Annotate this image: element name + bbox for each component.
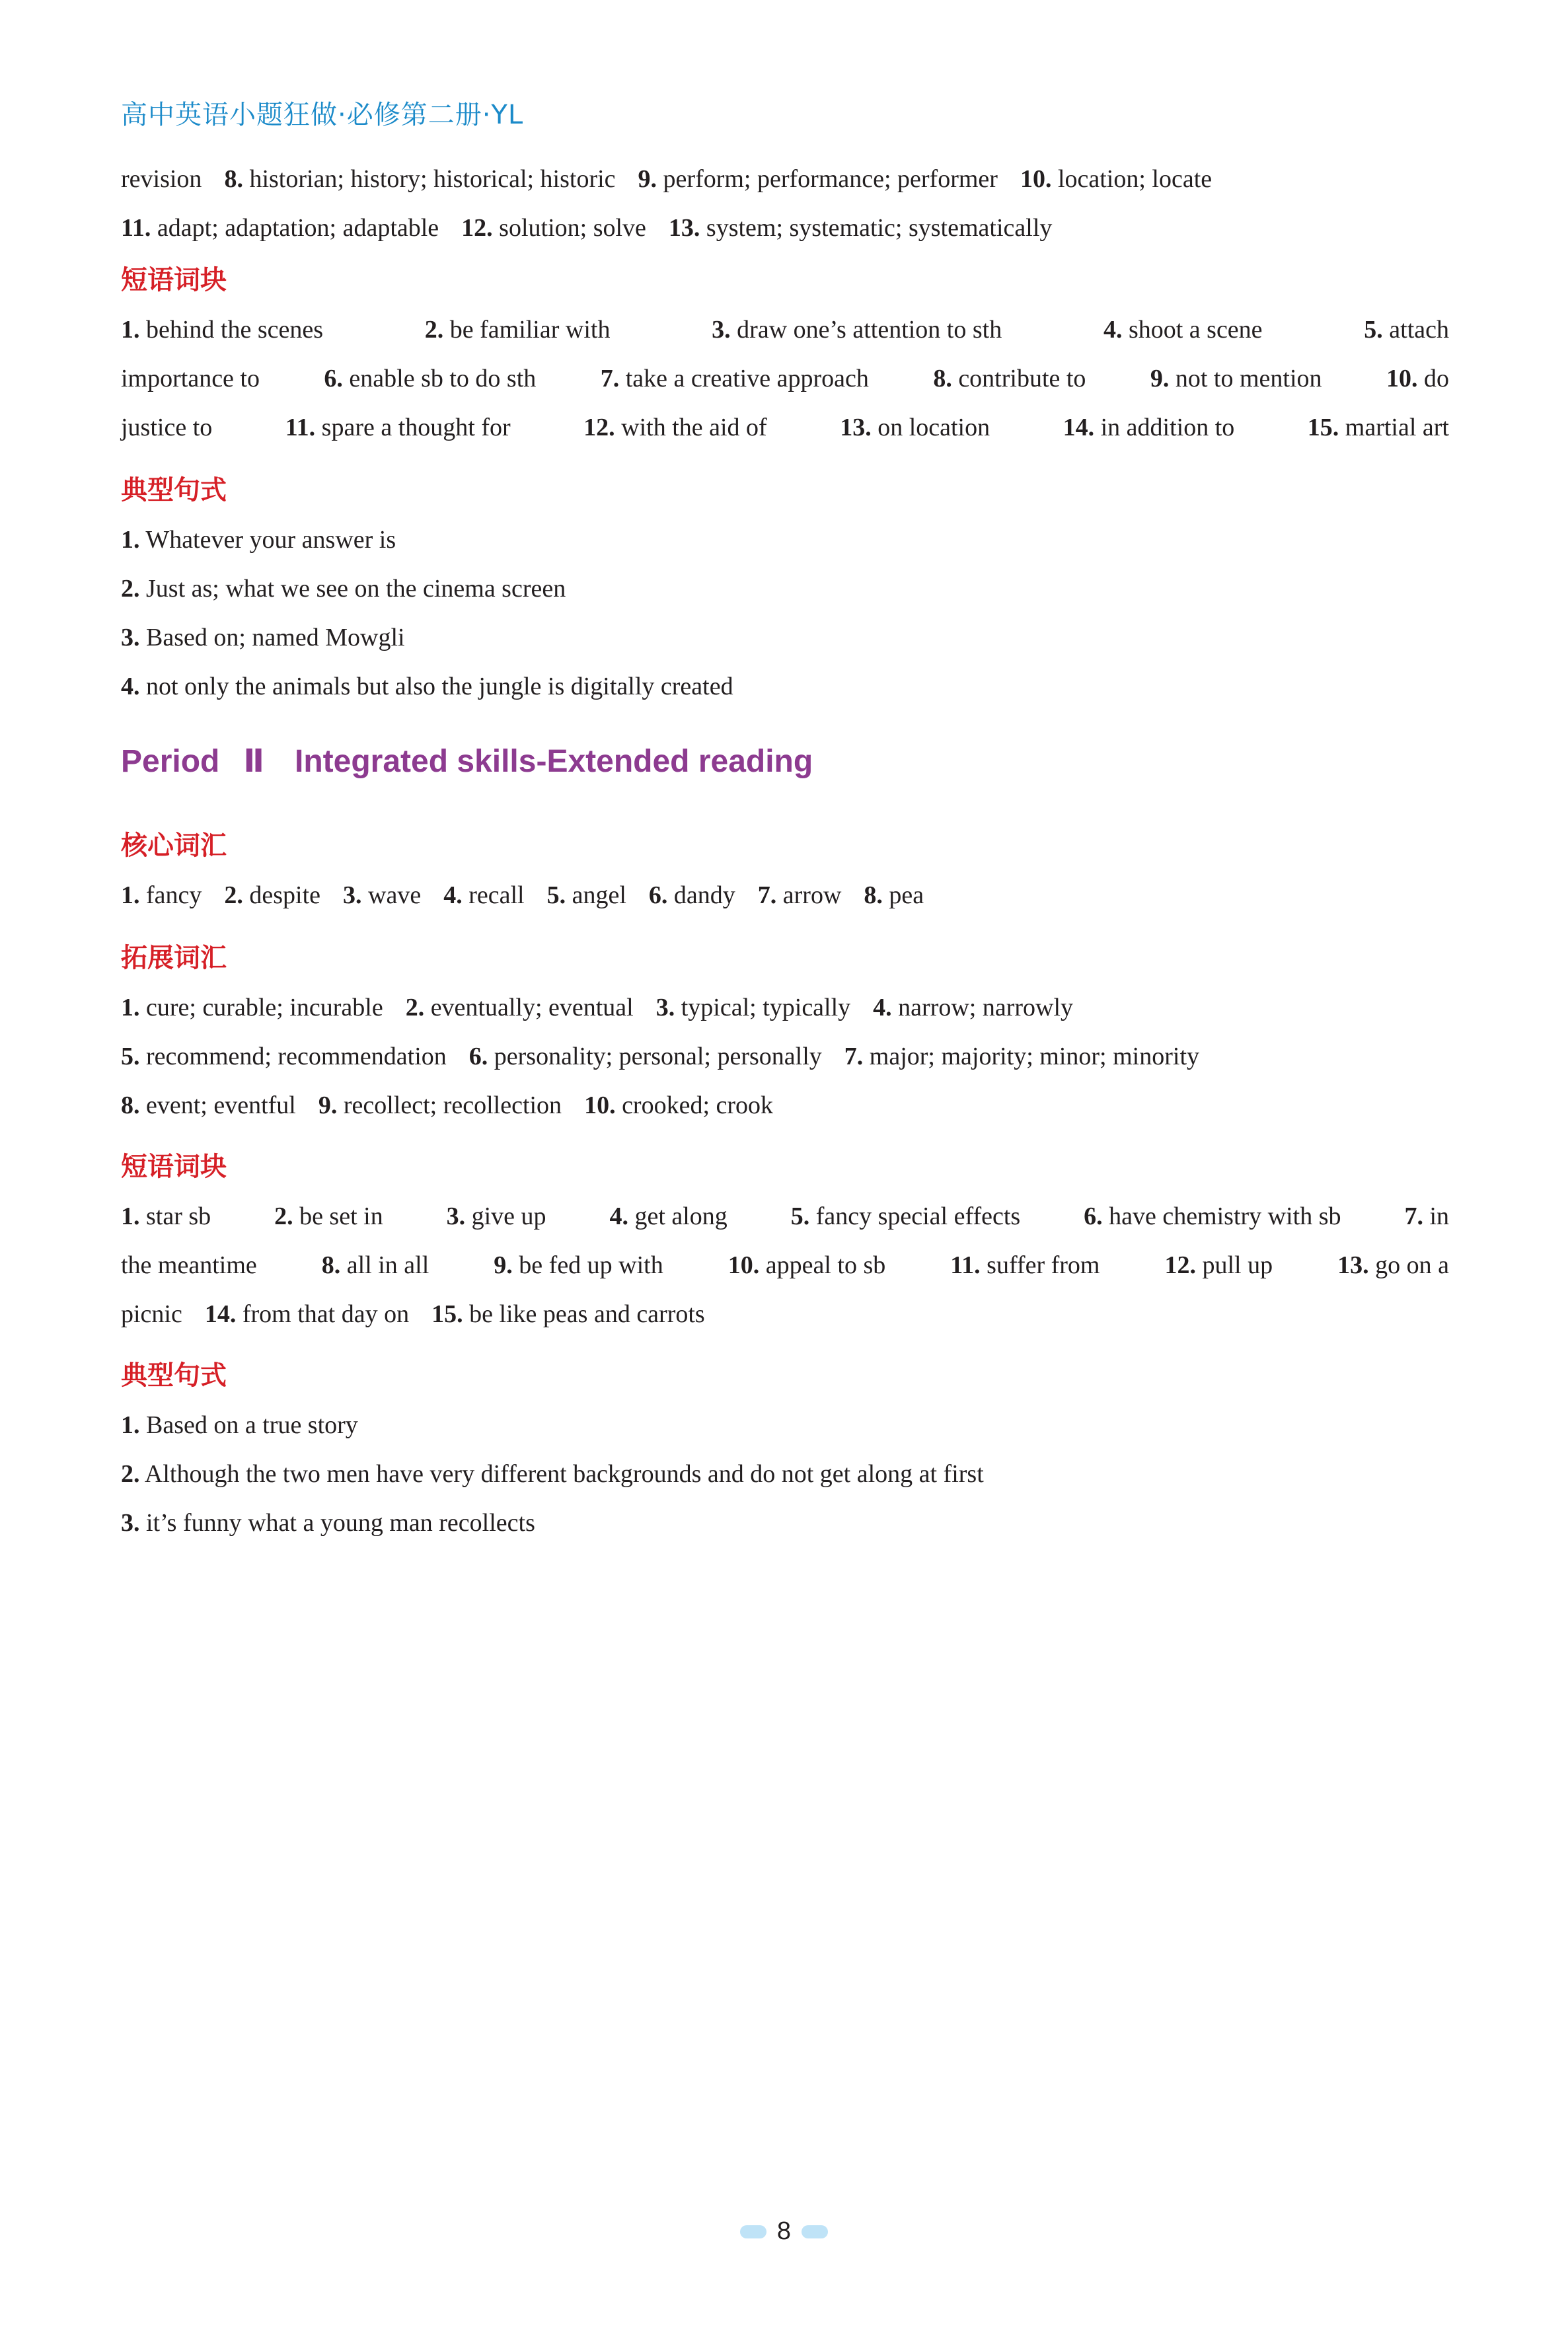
item-number: 5.: [790, 1202, 810, 1230]
item-number: 13.: [668, 214, 700, 242]
item-text: major; majority; minor; minority: [869, 1043, 1199, 1070]
sentence-list: [121, 1401, 1449, 1547]
item-text: draw one’s attention to sth: [737, 316, 1002, 344]
item-text: Based on; named Mowgli: [146, 624, 405, 651]
item-text: arrow: [782, 881, 842, 909]
item-text: not only the animals but also the jungle is digitally created: [146, 673, 733, 700]
answer-item: [343, 881, 421, 909]
period-numeral: Ⅱ: [243, 744, 264, 779]
answer-item: [638, 165, 998, 193]
vocab-continuation: [121, 155, 1449, 252]
item-number: 12.: [583, 414, 615, 441]
item-number: 10.: [1020, 165, 1052, 193]
section-title: 典型句式: [121, 475, 227, 505]
item-text: Whatever your answer is: [145, 526, 396, 554]
sentences-section-1: [121, 473, 1449, 711]
answer-item: [121, 1460, 984, 1488]
answer-item: [1386, 354, 1449, 403]
answer-item: [121, 354, 260, 403]
answer-item: [728, 1241, 886, 1290]
item-text: recollect; recollection: [343, 1091, 562, 1119]
answer-item: [1150, 354, 1322, 403]
item-number: 13.: [1337, 1251, 1369, 1279]
item-number: 4.: [873, 994, 892, 1021]
sentence-line: [121, 662, 1449, 711]
sentence-line: [121, 564, 1449, 613]
item-number: 15.: [1307, 414, 1339, 441]
item-text: pull up: [1202, 1251, 1273, 1279]
item-text: typical; typically: [681, 994, 851, 1021]
item-number: 3.: [343, 881, 362, 909]
item-text: appeal to sb: [765, 1251, 886, 1279]
item-number: 2.: [121, 575, 140, 603]
item-text: pea: [889, 881, 924, 909]
footer-ornament-left: [740, 2225, 766, 2238]
sentences-section-2: [121, 1358, 1449, 1547]
answer-item: [950, 1241, 1100, 1290]
answer-item: [840, 403, 990, 452]
answer-item: [121, 624, 405, 651]
item-text: all in all: [346, 1251, 429, 1279]
item-number: 3.: [655, 994, 675, 1021]
answer-item: [669, 214, 1052, 242]
extended-vocab-section: [121, 941, 1449, 1130]
answer-item: [447, 1192, 546, 1241]
answer-item: [121, 403, 212, 452]
item-text: fancy special effects: [815, 1202, 1021, 1230]
item-text: get along: [634, 1202, 728, 1230]
item-text: justice to: [121, 414, 213, 441]
item-text: in addition to: [1100, 414, 1235, 441]
answer-item: [224, 165, 615, 193]
item-number: 10.: [1386, 365, 1418, 392]
answer-item: [1103, 305, 1263, 354]
sentence-list: [121, 515, 1449, 711]
sentence-line: [121, 1401, 1449, 1450]
answer-item: [406, 994, 634, 1021]
answer-item: [1164, 1241, 1273, 1290]
answer-line: [121, 1192, 1449, 1241]
answer-item: [1308, 403, 1449, 452]
answer-item: [224, 881, 320, 909]
sentence-line: [121, 1498, 1449, 1547]
item-number: 8.: [121, 1091, 140, 1119]
answer-item: [649, 881, 735, 909]
period-label: Period: [121, 744, 220, 779]
answer-item: [547, 881, 626, 909]
section-title: 典型句式: [121, 1360, 227, 1391]
item-number: 7.: [600, 365, 620, 392]
item-number: 3.: [121, 1509, 140, 1537]
answer-item: [121, 1509, 535, 1537]
item-text: do: [1423, 365, 1449, 392]
answer-item: [758, 881, 842, 909]
answer-item: [121, 575, 566, 603]
page-footer: [0, 2217, 1568, 2246]
item-text: from that day on: [242, 1300, 410, 1328]
answer-item: [205, 1300, 409, 1328]
answer-item: [461, 214, 646, 242]
answer-item: [121, 1300, 182, 1328]
item-text: be set in: [299, 1202, 383, 1230]
item-number: 4.: [609, 1202, 628, 1230]
sentence-line: [121, 515, 1449, 564]
item-text: suffer from: [987, 1251, 1100, 1279]
item-number: 14.: [1063, 414, 1095, 441]
answer-item: [318, 1091, 562, 1119]
item-text: star sb: [146, 1202, 211, 1230]
core-vocab-section: [121, 829, 1449, 920]
item-number: 1.: [121, 526, 140, 554]
item-number: 12.: [461, 214, 493, 242]
item-text: Although the two men have very different backgrounds and do not get along at first: [144, 1460, 984, 1488]
item-text: spare a thought for: [321, 414, 511, 441]
period-name: Integrated skills-Extended reading: [295, 744, 813, 779]
answer-item: [443, 881, 524, 909]
item-number: 7.: [844, 1043, 864, 1070]
item-number: 8.: [933, 365, 952, 392]
item-text: angel: [572, 881, 626, 909]
answer-item: [285, 403, 511, 452]
section-title: 短语词块: [121, 1152, 227, 1182]
item-text: take a creative approach: [625, 365, 869, 392]
item-text: recall: [468, 881, 525, 909]
answer-line: [121, 1081, 1449, 1130]
answer-item: [712, 305, 1002, 354]
item-number: 9.: [638, 165, 657, 193]
item-text: it’s funny what a young man recollects: [146, 1509, 535, 1537]
answer-item: [656, 994, 850, 1021]
item-number: 11.: [285, 414, 316, 441]
item-number: 15.: [431, 1300, 463, 1328]
answer-item: [494, 1241, 663, 1290]
answer-item: [274, 1192, 383, 1241]
item-text: shoot a scene: [1128, 316, 1263, 344]
item-number: 1.: [121, 316, 140, 344]
item-number: 6.: [468, 1043, 488, 1070]
period-heading: [121, 743, 1449, 780]
answer-line: [121, 155, 1449, 203]
item-text: event; eventful: [146, 1091, 296, 1119]
item-number: 3.: [712, 316, 731, 344]
answer-item: [121, 1192, 211, 1241]
item-number: 5.: [546, 881, 566, 909]
answer-item: [584, 1091, 773, 1119]
page-number: 8: [776, 2217, 792, 2245]
item-text: crooked; crook: [622, 1091, 774, 1119]
item-text: picnic: [121, 1300, 182, 1328]
answer-item: [121, 214, 439, 242]
item-text: martial art: [1345, 414, 1449, 441]
item-text: solution; solve: [499, 214, 646, 242]
answer-line: [121, 203, 1449, 252]
item-number: 6.: [324, 365, 343, 392]
item-number: 1.: [121, 1411, 140, 1439]
item-text: fancy: [146, 881, 202, 909]
sentence-line: [121, 1450, 1449, 1498]
answer-item: [324, 354, 536, 403]
answer-line: [121, 354, 1449, 403]
item-text: be fed up with: [519, 1251, 663, 1279]
item-text: be like peas and carrots: [469, 1300, 705, 1328]
answer-item: [583, 403, 767, 452]
item-text: importance to: [121, 365, 260, 392]
item-number: 5.: [1364, 316, 1383, 344]
answer-item: [425, 305, 611, 354]
item-number: 4.: [1103, 316, 1123, 344]
phrases-section-1: [121, 263, 1449, 452]
item-number: 4.: [121, 673, 140, 700]
item-text: cure; curable; incurable: [146, 994, 383, 1021]
item-number: 2.: [121, 1460, 140, 1488]
item-text: Based on a true story: [146, 1411, 358, 1439]
item-number: 9.: [1150, 365, 1170, 392]
item-number: 7.: [1404, 1202, 1423, 1230]
item-number: 8.: [321, 1251, 341, 1279]
item-text: go on a: [1375, 1251, 1449, 1279]
item-number: 7.: [757, 881, 777, 909]
item-number: 8.: [224, 165, 243, 193]
item-text: be familiar with: [449, 316, 611, 344]
section-title: 拓展词汇: [121, 943, 227, 973]
footer-ornament-right: [802, 2225, 828, 2238]
item-number: 12.: [1164, 1251, 1196, 1279]
item-text: dandy: [673, 881, 735, 909]
answer-item: [933, 354, 1086, 403]
item-number: 10.: [584, 1091, 616, 1119]
item-number: 6.: [648, 881, 668, 909]
answer-item: [121, 881, 202, 909]
answer-item: [1020, 165, 1212, 193]
item-text: perform; performance; performer: [663, 165, 998, 193]
item-text: on location: [877, 414, 990, 441]
answer-line: [121, 983, 1449, 1032]
item-number: 8.: [864, 881, 883, 909]
answer-line: [121, 1241, 1449, 1290]
item-text: location; locate: [1057, 165, 1213, 193]
item-text: attach: [1389, 316, 1449, 344]
answer-item: [121, 994, 383, 1021]
item-text: Just as; what we see on the cinema screen: [146, 575, 566, 603]
item-number: 9.: [318, 1091, 338, 1119]
item-number: 3.: [446, 1202, 466, 1230]
answer-item: [1364, 305, 1449, 354]
answer-item: [121, 673, 733, 700]
item-text: not to mention: [1175, 365, 1322, 392]
answer-item: [1337, 1241, 1449, 1290]
item-number: 10.: [728, 1251, 760, 1279]
item-number: 11.: [950, 1251, 981, 1279]
item-number: 6.: [1084, 1202, 1103, 1230]
sentence-line: [121, 613, 1449, 662]
answer-item: [322, 1241, 429, 1290]
item-number: 11.: [121, 214, 151, 242]
item-text: contribute to: [958, 365, 1086, 392]
answer-item: [121, 305, 323, 354]
answer-item: [1084, 1192, 1341, 1241]
phrases-section-2: [121, 1150, 1449, 1339]
item-number: 3.: [121, 624, 140, 651]
item-text: adapt; adaptation; adaptable: [157, 214, 439, 242]
item-number: 1.: [121, 1202, 140, 1230]
item-text: have chemistry with sb: [1109, 1202, 1341, 1230]
item-number: 2.: [224, 881, 243, 909]
answer-item: [121, 1043, 447, 1070]
item-number: 2.: [424, 316, 444, 344]
answer-item: [609, 1192, 727, 1241]
item-text: narrow; narrowly: [898, 994, 1074, 1021]
answer-item: [1063, 403, 1235, 452]
answer-item: [431, 1300, 705, 1328]
section-title: 核心词汇: [121, 830, 227, 861]
item-text: despite: [249, 881, 321, 909]
item-text: eventually; eventual: [430, 994, 634, 1021]
answer-item: [121, 1241, 257, 1290]
item-text: revision: [121, 165, 202, 193]
item-text: historian; history; historical; historic: [249, 165, 616, 193]
answer-item: [844, 1043, 1199, 1070]
section-title: 短语词块: [121, 265, 227, 295]
item-text: personality; personal; personally: [494, 1043, 822, 1070]
answer-line: [121, 1032, 1449, 1081]
item-text: give up: [471, 1202, 546, 1230]
item-text: with the aid of: [621, 414, 767, 441]
item-text: the meantime: [121, 1251, 257, 1279]
item-text: wave: [368, 881, 422, 909]
item-number: 9.: [494, 1251, 513, 1279]
answer-item: [873, 994, 1073, 1021]
item-number: 13.: [840, 414, 872, 441]
answer-line: [121, 305, 1449, 354]
item-text: in: [1429, 1202, 1449, 1230]
item-number: 1.: [121, 881, 140, 909]
answer-line: [121, 871, 1449, 920]
item-number: 14.: [204, 1300, 237, 1328]
answer-item: [469, 1043, 822, 1070]
answer-item: [121, 165, 202, 193]
item-number: 2.: [405, 994, 425, 1021]
item-number: 4.: [443, 881, 463, 909]
item-text: system; systematic; systematically: [706, 214, 1053, 242]
answer-item: [864, 881, 924, 909]
answer-line: [121, 403, 1449, 452]
answer-line: [121, 1290, 1449, 1339]
item-number: 2.: [274, 1202, 293, 1230]
item-text: behind the scenes: [146, 316, 324, 344]
answer-item: [121, 526, 396, 554]
item-text: enable sb to do sth: [349, 365, 537, 392]
item-number: 1.: [121, 994, 140, 1021]
running-header: 高中英语小题狂做·必修第二册·YL: [121, 100, 524, 130]
answer-item: [121, 1411, 358, 1439]
item-text: recommend; recommendation: [146, 1043, 447, 1070]
answer-item: [601, 354, 869, 403]
answer-item: [1404, 1192, 1449, 1241]
answer-item: [121, 1091, 296, 1119]
item-number: 5.: [121, 1043, 140, 1070]
answer-item: [791, 1192, 1020, 1241]
